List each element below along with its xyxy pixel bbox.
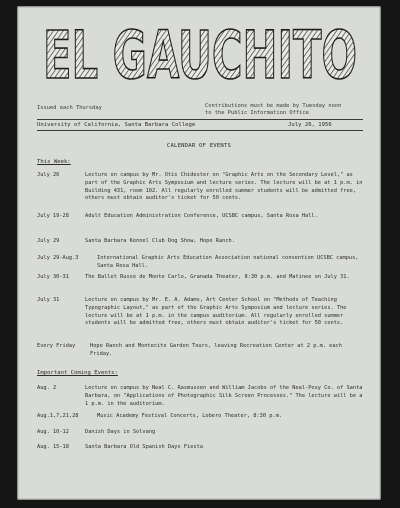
issue-date: July 26, 1956 bbox=[288, 121, 332, 128]
event-text: Santa Barbara Kennel Club Dog Show, Hope Ranch. bbox=[85, 238, 235, 244]
calendar-title: CALENDAR OF EVENTS bbox=[166, 143, 232, 149]
masthead-logo bbox=[41, 20, 359, 86]
event-text: Adult Education Administration Conference, UCSBC campus, Santa Rosa Hall. bbox=[85, 213, 318, 219]
event-text: Lecture on campus by Mr. E. A. Adams, Art Center School on "Methods of Teaching Typographic Layout," as part of the Graphic Arts Symposium and lecture series. The lecture will be at 1 p.m. in the campus auditorium. All regularly enrolled summer students will be admitted free, others must obtain auditor's ticket for 50 cents. bbox=[85, 297, 347, 327]
event-date: Aug. 15-18 bbox=[37, 444, 69, 450]
event-date: Every Friday bbox=[37, 343, 76, 349]
event-text: Music Academy Festival Concerts, Lobero Theater, 8:30 p.m. bbox=[97, 413, 282, 419]
contributions-note bbox=[205, 103, 365, 117]
masthead-logo-art bbox=[41, 20, 359, 86]
university-name: University of California, Santa Barbara College bbox=[37, 121, 196, 128]
section-heading-coming-events: Important Coming Events: bbox=[37, 370, 118, 376]
contributions-line: Contributions must be made by Tuesday noon bbox=[205, 103, 342, 109]
header-rule-bottom bbox=[37, 130, 363, 131]
event-text: Hope Ranch and Montecito Garden Tours, leaving Recreation Center at 2 p.m. each Friday. bbox=[90, 343, 342, 357]
event-date: Aug.1,7,21,28 bbox=[37, 413, 79, 419]
header-rule-top bbox=[37, 119, 363, 120]
section-heading-this-week: This Week: bbox=[37, 159, 71, 165]
event-date: July 30-31 bbox=[37, 274, 69, 280]
issued-note: Issued each Thursday bbox=[37, 105, 102, 111]
event-date: July 29-Aug.3 bbox=[37, 255, 79, 261]
event-date: Aug. 2 bbox=[37, 385, 57, 391]
event-date: July 31 bbox=[37, 297, 60, 303]
event-text: Lecture on campus by Neal C. Rasmussen and William Jacobs of the Neal-Posy Co. of Santa Barbara, on "Applications of Photographic Silk Screen Processes." The lecture will be a 1 p.m. in the auditorium. bbox=[85, 385, 363, 407]
event-text: The Ballet Russe de Monte Carlo, Granada Theater, 8:30 p.m. and Matinee on July 31. bbox=[85, 274, 350, 280]
event-date: Aug. 10-12 bbox=[37, 429, 69, 435]
event-text: International Graphic Arts Education Association national convention UCSBC campus, Santa Rosa Hall. bbox=[97, 255, 359, 269]
newsletter-page bbox=[17, 6, 381, 500]
event-date: July 19-28 bbox=[37, 213, 69, 219]
masthead-title: EL GAUCHITO bbox=[43, 20, 357, 86]
event-text: Santa Barbara Old Spanish Days Fiesta bbox=[85, 444, 203, 450]
event-text: Danish Days in Solvang bbox=[85, 429, 156, 435]
event-date: July 29 bbox=[37, 238, 60, 244]
contributions-line: to the Public Information Office bbox=[205, 110, 309, 116]
event-text: Lecture on campus by Mr. Otis Chidester on "Graphic Arts on the Secondary Level," as part of the Graphic Arts Symposium and lecture series. The lecture will be at 1 p.m. in Building 431, room 102. All regularly enrolled summer students will be admitted free, others must obtain auditor's ticket for 50 cents. bbox=[85, 172, 363, 202]
event-date: July 26 bbox=[37, 172, 60, 178]
